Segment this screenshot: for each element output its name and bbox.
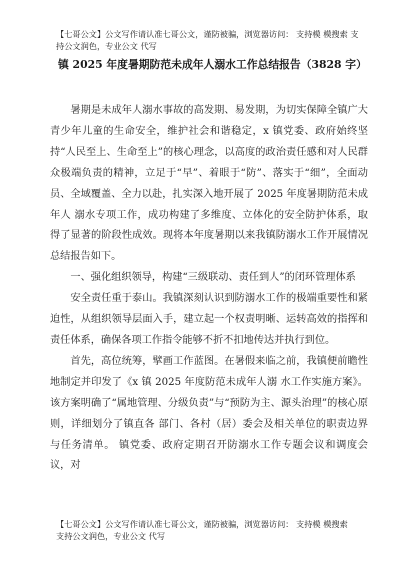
header-note: 【七哥公文】公文写作请认准七哥公文，谨防被骗，浏览器访问： 支持模 模搜索 支持公文润色，专业公文 代写 bbox=[56, 29, 359, 51]
paragraph-intro: 暑期是未成年人溺水事故的高发期、易发期，为切实保障全镇广大青少年儿童的生命安全，维护社会和谐稳定，x 镇党委、政府始终坚持“人民至上、生命至上”的核心理念，以高度的政治责任感和对人民群众极端负责的精神，立足于“早”、着眼于“防”、落实于“细”，全面动员、全域覆盖、全力以赴，扎实深入地开展了 2025 年度暑期防范未成年人 溺水专项工作，成功构建了多维度、立体化的安全防护体系，取得了显著的阶段性成效。现将本年度暑期以来我镇防溺水工作开展情况总结报告如下。 bbox=[50, 105, 368, 263]
paragraph-planning: 首先，高位统筹，擘画工作蓝图。在暑假来临之前，我镇便前瞻性地制定并印发了《x 镇 2025 年度防范未成年人溺 水工作实施方案》。该方案明确了“属地管理、分级负责”与“预防为主、源头治理”的核心原则，详细划分了镇直各 部门、各村（居）委会及相关单位的职责边界与任务清单。 镇党委、政府定期召开防溺水工作专题会议和调度会议，对 bbox=[50, 355, 368, 472]
paragraph-responsibility: 安全责任重于泰山。我镇深刻认识到防溺水工作的极端重要性和紧迫性，从组织领导层面入手，建立起一个权责明晰、运转高效的指挥和责任体系，确保各项工作指令能够不折不扣地传达并执行到位。 bbox=[50, 293, 368, 346]
section-heading-1: 一、强化组织领导，构建“三级联动、责任到人”的闭环管理体系 bbox=[70, 272, 356, 284]
page-title: 镇 2025 年度暑期防范未成年人溺水工作总结报告（3828 字） bbox=[58, 58, 367, 71]
document-body bbox=[50, 101, 368, 477]
footer-note: 【七哥公文】公文写作请认准七哥公文，谨防被骗，浏览器访问： 支持模 模搜索 支持公文润色，专业公文 代写 bbox=[56, 519, 348, 541]
